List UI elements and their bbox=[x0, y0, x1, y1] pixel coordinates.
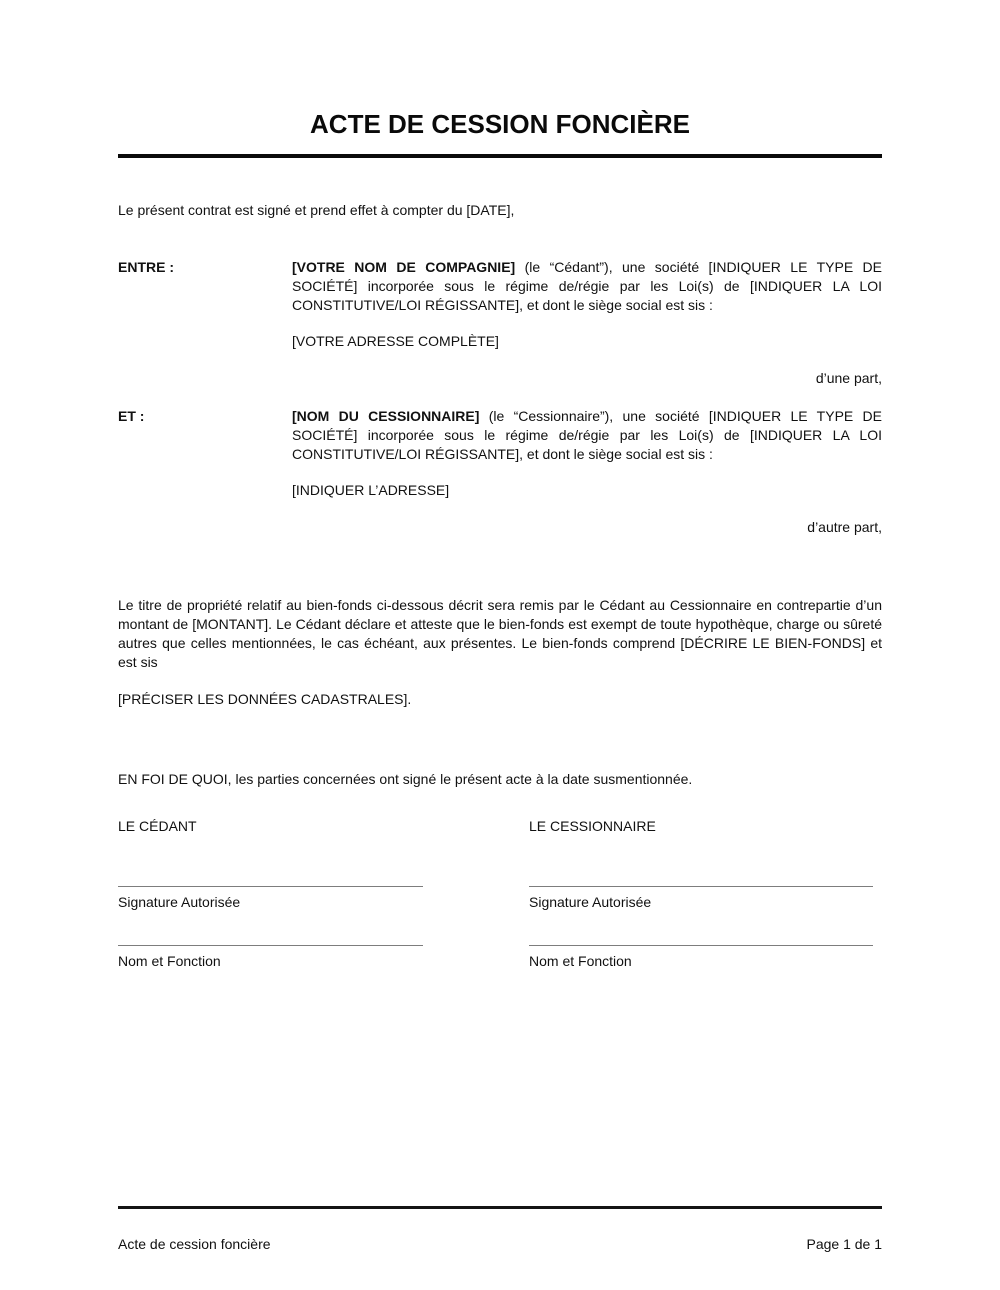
signature-line bbox=[118, 886, 423, 887]
party-description-text: (le “Cédant”), une société [INDIQUER LE TYPE DE SOCIÉTÉ] incorporée sous le régime de/régie par les Loi(s) de [INDIQUER LA LOI CONSTITUTIVE/LOI RÉGISSANTE], et dont le siège social est sis : bbox=[292, 259, 883, 313]
transfer-paragraph: Le titre de propriété relatif au bien-fonds ci-dessous décrit sera remis par le Cédant au Cessionnaire en contrepartie d’un montant de [MONTANT]. Le Cédant déclare et atteste que le bien-fonds est exempt de toute hypothèque, charge ou sûreté autres que celles mentionnées, le cas échéant, aux présentes. Le bien-fonds comprend [DÉCRIRE LE BIEN-FONDS] et est sis bbox=[118, 597, 882, 670]
page-title: ACTE DE CESSION FONCIÈRE bbox=[310, 109, 690, 139]
footer-row bbox=[118, 1235, 882, 1254]
party-description-entre bbox=[292, 258, 882, 315]
footer-page-number: Page 1 de 1 bbox=[806, 1236, 882, 1252]
cadastral-placeholder: [PRÉCISER LES DONNÉES CADASTRALES]. bbox=[118, 691, 412, 707]
party-description-text: (le “Cessionnaire”), une société [INDIQUER LE TYPE DE SOCIÉTÉ] incorporée sous le régime de/régie par les Loi(s) de [INDIQUER LA LOI CONSTITUTIVE/LOI RÉGISSANTE], et dont le siège social est sis : bbox=[292, 408, 883, 462]
witness-clause: EN FOI DE QUOI, les parties concernées ont signé le présent acte à la date susmentionnée. bbox=[118, 771, 693, 787]
party-body-entre bbox=[292, 258, 882, 388]
address-placeholder-et: [INDIQUER L’ADRESSE] bbox=[292, 482, 450, 498]
address-placeholder-entre: [VOTRE ADRESSE COMPLÈTE] bbox=[292, 333, 499, 349]
footer-document-name: Acte de cession foncière bbox=[118, 1236, 271, 1252]
company-name-placeholder: [VOTRE NOM DE COMPAGNIE] bbox=[292, 259, 516, 275]
closing-phrase-entre: d’une part, bbox=[815, 370, 882, 386]
name-function-label: Nom et Fonction bbox=[118, 953, 221, 969]
signature-label: Signature Autorisée bbox=[118, 894, 241, 910]
signature-line bbox=[529, 945, 873, 946]
party-section-et bbox=[118, 407, 882, 537]
title-rule bbox=[118, 154, 882, 158]
signature-block-cessionnaire bbox=[529, 817, 873, 971]
signature-party-name: LE CESSIONNAIRE bbox=[529, 818, 656, 834]
signature-label: Signature Autorisée bbox=[529, 894, 652, 910]
signature-line bbox=[529, 886, 873, 887]
party-body-et bbox=[292, 407, 882, 537]
signature-section bbox=[118, 817, 882, 971]
footer-rule bbox=[118, 1206, 882, 1209]
page-footer bbox=[118, 1206, 882, 1254]
signature-block-cedant bbox=[118, 817, 423, 971]
party-section-entre bbox=[118, 258, 882, 388]
intro-paragraph: Le présent contrat est signé et prend effet à compter du [DATE], bbox=[118, 202, 515, 218]
signature-party-name: LE CÉDANT bbox=[118, 818, 197, 834]
name-function-label: Nom et Fonction bbox=[529, 953, 632, 969]
closing-phrase-et: d’autre part, bbox=[807, 519, 882, 535]
party-label-entre: ENTRE : bbox=[118, 259, 174, 275]
party-label-et: ET : bbox=[118, 408, 145, 424]
signature-line bbox=[118, 945, 423, 946]
cessionnaire-name-placeholder: [NOM DU CESSIONNAIRE] bbox=[292, 408, 480, 424]
document-content bbox=[118, 108, 882, 971]
party-description-et bbox=[292, 407, 882, 464]
